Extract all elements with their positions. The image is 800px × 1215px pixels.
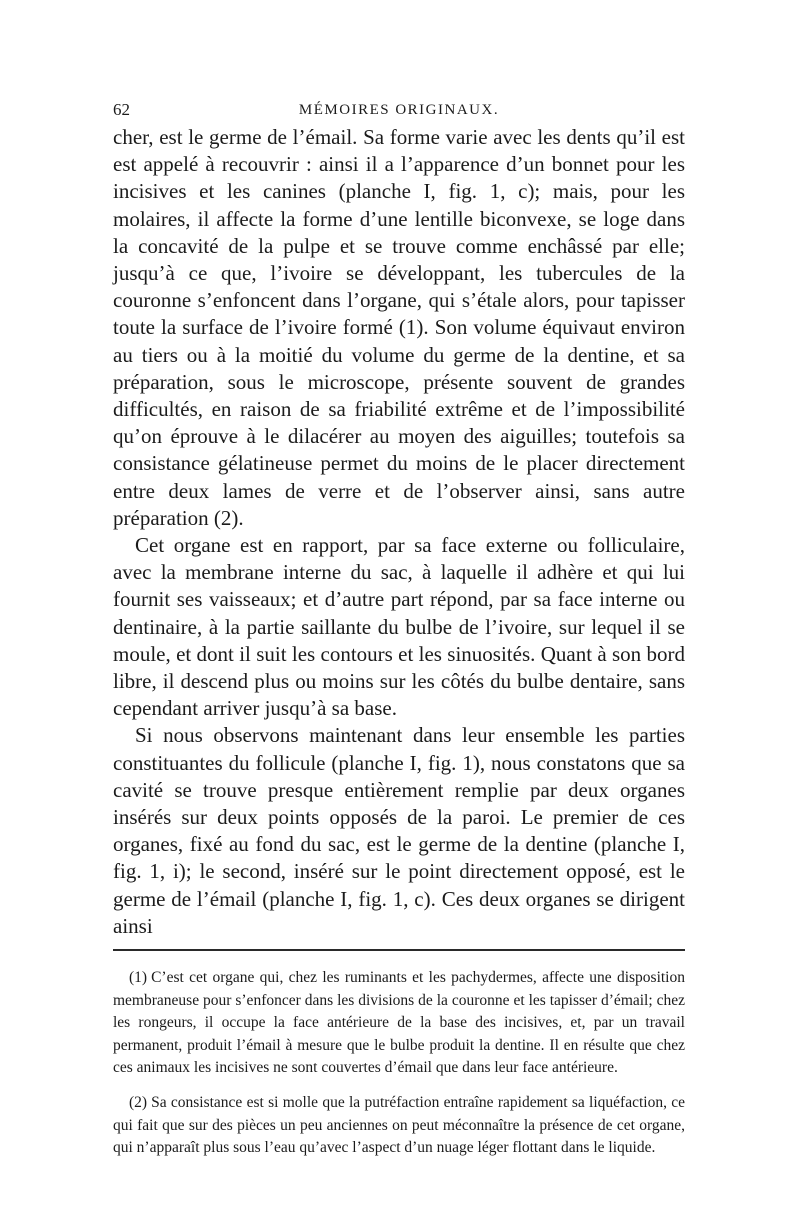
footnote-1-marker: (1) bbox=[129, 969, 148, 987]
footnote-2-text: Sa consistance est si molle que la putréfaction entraîne rapidement sa liquéfaction, ce qui fait que sur des pièces un peu anciennes on peut méconnaître la présence de cet organe, qui n’apparaît plus sous l’eau qu’avec l’aspect d’un nuage léger flottant dans le liquide. bbox=[113, 1094, 685, 1157]
running-head bbox=[113, 96, 685, 124]
footnote-divider bbox=[113, 949, 685, 951]
footnote-1 bbox=[113, 967, 685, 1080]
running-title: MÉMOIRES ORIGINAUX. bbox=[298, 102, 500, 118]
footnote-2 bbox=[113, 1092, 685, 1160]
page bbox=[113, 96, 685, 1172]
paragraph-3: Si nous observons maintenant dans leur ensemble les parties constituantes du follicule (planche I, fig. 1), nous constatons que sa cavité se trouve presque entièrement remplie par deux organes insérés sur deux points opposés de la paroi. Le premier de ces organes, fixé au fond du sac, est le germe de la dentine (planche I, fig. 1, i); le second, inséré sur le point directement opposé, est le germe de l’émail (planche I, fig. 1, c). Ces deux organes se dirigent ainsi bbox=[113, 723, 685, 938]
page-number: 62 bbox=[113, 100, 130, 119]
paragraph-1: cher, est le germe de l’émail. Sa forme varie avec les dents qu’il est est appelé à recouvrir : ainsi il a l’apparence d’un bonnet pour les incisives et les canines (planche I, fig. 1, c); mais, pour les molaires, il affecte la forme d’une lentille biconvexe, se loge dans la concavité de la pulpe et se trouve comme enchâssé par elle; jusqu’à ce que, l’ivoire se développant, les tubercules de la couronne s’enfoncent dans l’organe, qui s’étale alors, pour tapisser toute la surface de l’ivoire formé (1). Son volume équivaut environ au tiers ou à la moitié du volume du germe de la dentine, et sa préparation, sous le microscope, présente souvent de grandes difficultés, en raison de sa friabilité extrême et de l’impossibilité qu’on éprouve à le dilacérer au moyen des aiguilles; toutefois sa consistance gélatineuse permet du moins de le placer directement entre deux lames de verre et de l’observer ainsi, sans autre préparation (2). bbox=[113, 125, 685, 530]
footnote-2-marker: (2) bbox=[129, 1094, 148, 1112]
footnote-1-text: C’est cet organe qui, chez les ruminants et les pachydermes, affecte une disposition membraneuse pour s’enfoncer dans les divisions de la couronne et les tapisser d’émail; chez les rongeurs, il occupe la face antérieure de la base des incisives, et, par un travail permanent, produit l’émail à mesure que le bulbe produit la dentine. Il en résulte que chez ces animaux les incisives ne sont couvertes d’émail que dans leur face antérieure. bbox=[113, 969, 685, 1077]
paragraph-2: Cet organe est en rapport, par sa face externe ou folliculaire, avec la membrane interne du sac, à laquelle il adhère et qui lui fournit ses vaisseaux; et d’autre part répond, par sa face interne ou dentinaire, à la partie saillante du bulbe de l’ivoire, sur lequel il se moule, et dont il suit les contours et les sinuosités. Quant à son bord libre, il descend plus ou moins sur les côtés du bulbe dentaire, sans cependant arriver jusqu’à sa base. bbox=[113, 533, 685, 721]
